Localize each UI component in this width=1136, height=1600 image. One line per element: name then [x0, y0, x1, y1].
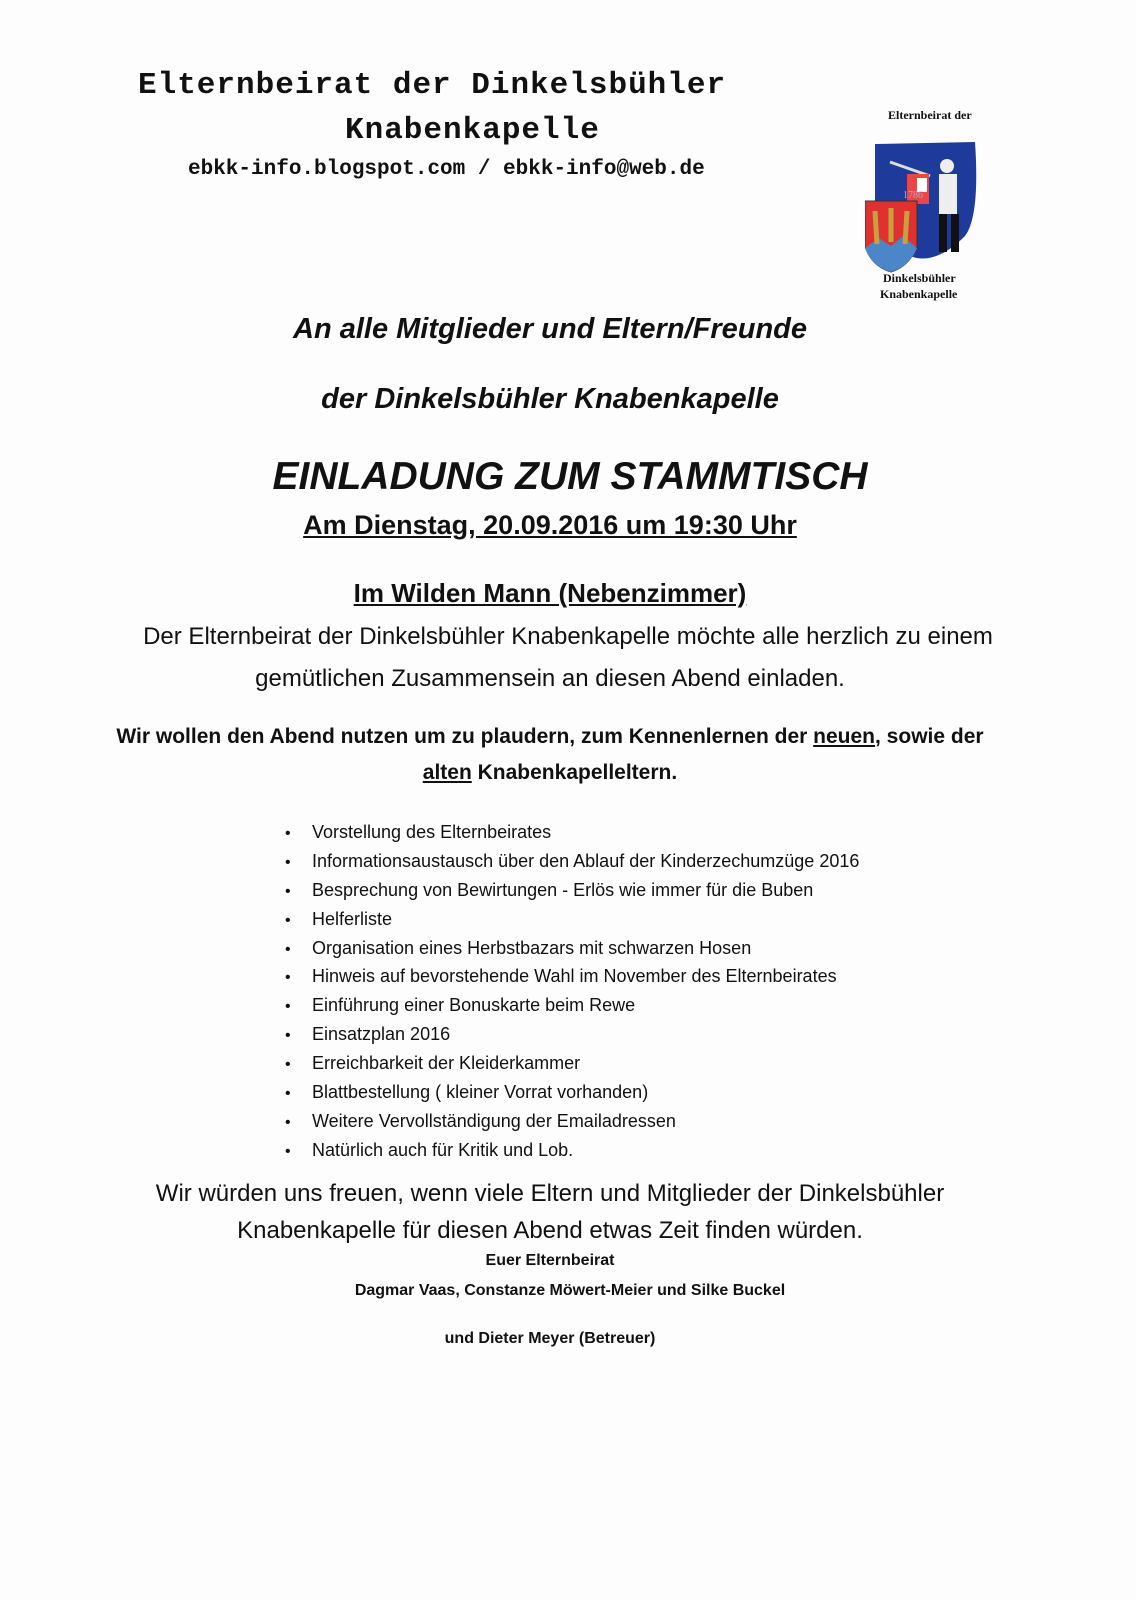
purpose-text: , sowie der: [875, 725, 984, 748]
closing-line1: Wir würden uns freuen, wenn viele Eltern und Mitglieder der Dinkelsbühler: [155, 1180, 945, 1207]
bullet-icon: •: [285, 1142, 291, 1160]
invitation-title: EINLADUNG ZUM STAMMTISCH: [272, 455, 868, 498]
signature-names: Dagmar Vaas, Constanze Möwert-Meier und Silke Buckel: [354, 1282, 786, 1299]
signature-supervisor: und Dieter Meyer (Betreuer): [444, 1330, 656, 1347]
agenda-item: [285, 905, 859, 934]
logo-top-text: Elternbeirat der: [888, 108, 972, 122]
logo-year: 1786: [903, 190, 923, 201]
agenda-item-text: Organisation eines Herbstbazars mit schwarzen Hosen: [312, 937, 752, 958]
agenda-item: [285, 962, 859, 991]
crest-icon: [865, 126, 1000, 276]
purpose-text: Knabenkapelleltern.: [471, 761, 678, 784]
agenda-item-text: Einsatzplan 2016: [312, 1024, 451, 1045]
agenda-item-text: Informationsaustausch über den Ablauf der Kinderzechumzüge 2016: [312, 850, 860, 871]
agenda-item-text: Besprechung von Bewirtungen - Erlös wie immer für die Buben: [312, 879, 814, 900]
intro-line1: Der Elternbeirat der Dinkelsbühler Knabenkapelle möchte alle herzlich zu einem: [143, 623, 993, 650]
agenda-item: [285, 847, 859, 876]
closing-line2: Knabenkapelle für diesen Abend etwas Zeit finden würden.: [237, 1217, 863, 1244]
agenda-item: [285, 1078, 859, 1107]
purpose-alten: alten: [422, 761, 472, 784]
org-name-line1: Elternbeirat der Dinkelsbühler: [138, 68, 727, 103]
agenda-item: [285, 1020, 859, 1049]
agenda-item-text: Blattbestellung ( kleiner Vorrat vorhanden): [312, 1082, 649, 1103]
intro-line2: gemütlichen Zusammensein an diesen Abend einladen.: [255, 665, 845, 692]
agenda-item-text: Natürlich auch für Kritik und Lob.: [312, 1139, 574, 1160]
bullet-icon: •: [285, 882, 291, 900]
bullet-icon: •: [285, 940, 291, 958]
signature-greeting: Euer Elternbeirat: [485, 1252, 615, 1269]
contact-line: ebkk-info.blogspot.com / ebkk-info@web.de: [188, 158, 705, 181]
agenda-item-text: Hinweis auf bevorstehende Wahl im November des Elternbeirates: [312, 966, 837, 987]
agenda-item-text: Weitere Vervollständigung der Emailadressen: [312, 1110, 676, 1131]
address-line2: der Dinkelsbühler Knabenkapelle: [321, 383, 779, 415]
bullet-icon: •: [285, 1113, 291, 1131]
logo-bottom-line2: Knabenkapelle: [880, 287, 958, 301]
org-name-line2: Knabenkapelle: [345, 113, 600, 148]
agenda-item-text: Erreichbarkeit der Kleiderkammer: [312, 1053, 581, 1074]
agenda-item-text: Vorstellung des Elternbeirates: [312, 822, 552, 842]
bullet-icon: •: [285, 1056, 291, 1074]
bullet-icon: •: [285, 911, 291, 929]
bullet-icon: •: [285, 998, 291, 1016]
bullet-icon: •: [285, 853, 291, 871]
agenda-item: [285, 818, 859, 847]
location-line: Im Wilden Mann (Nebenzimmer): [353, 578, 747, 608]
purpose-line1: [0, 725, 1100, 749]
bullet-icon: •: [285, 1027, 291, 1045]
agenda-item: [285, 1107, 859, 1136]
agenda-item: [285, 934, 859, 963]
bullet-icon: •: [285, 969, 291, 987]
agenda-item: [285, 1049, 859, 1078]
agenda-list: [285, 818, 859, 1165]
address-line1: An alle Mitglieder und Eltern/Freunde: [293, 313, 807, 345]
agenda-item: [285, 1136, 859, 1165]
agenda-item: [285, 876, 859, 905]
club-logo: [865, 108, 1000, 308]
agenda-item-text: Helferliste: [312, 908, 393, 929]
purpose-line2: [0, 761, 1100, 785]
date-line: Am Dienstag, 20.09.2016 um 19:30 Uhr: [303, 510, 797, 540]
bullet-icon: •: [285, 825, 291, 842]
agenda-item: [285, 991, 859, 1020]
logo-bottom-line1: Dinkelsbühler: [883, 271, 956, 285]
bullet-icon: •: [285, 1085, 291, 1103]
agenda-item-text: Einführung einer Bonuskarte beim Rewe: [312, 995, 636, 1016]
purpose-neuen: neuen: [813, 725, 876, 748]
purpose-text: Wir wollen den Abend nutzen um zu plaudern, zum Kennenlernen der: [116, 725, 814, 748]
